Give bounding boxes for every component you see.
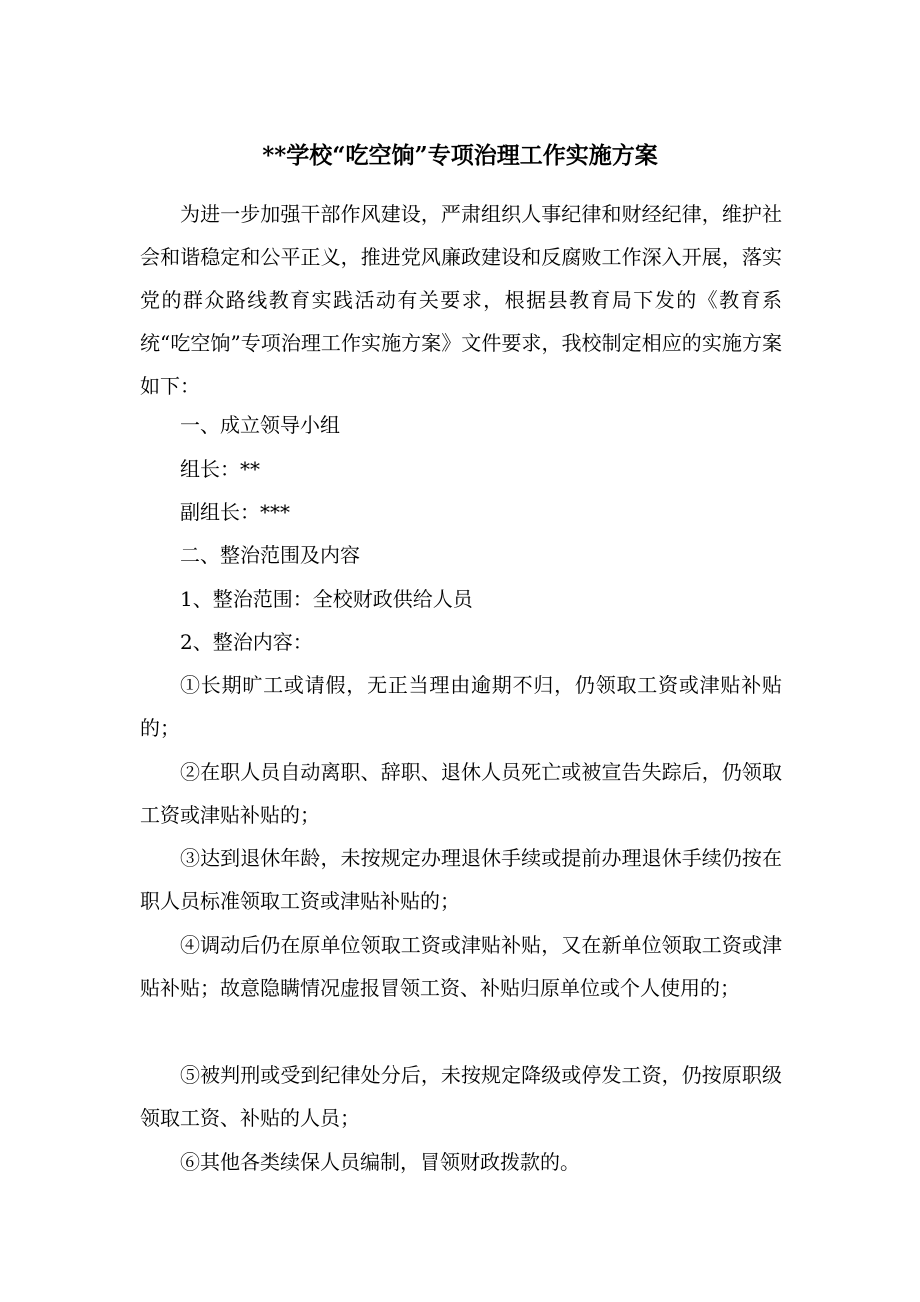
intro-paragraph: 为进一步加强干部作风建设，严肃组织人事纪律和财经纪律，维护社会和谐稳定和公平正义，推进党风廉政建设和反腐败工作深入开展，落实党的群众路线教育实践活动有关要求，根据县教育局下发的《教育系统“吃空饷”专项治理工作实施方案》文件要求，我校制定相应的实施方案如下： xyxy=(140,202,782,398)
document-title: **学校“吃空饷”专项治理工作实施方案 xyxy=(262,142,658,169)
leader-line: 组长：** xyxy=(180,457,260,481)
content-heading: 2、整治内容： xyxy=(180,630,313,654)
list-item: ③达到退休年龄，未按规定办理退休手续或提前办理退休手续仍按在职人员标准领取工资或津贴补贴的； xyxy=(140,846,782,913)
section-heading-leadership: 一、成立领导小组 xyxy=(180,413,340,437)
scope-line: 1、整治范围：全校财政供给人员 xyxy=(180,587,473,611)
list-item: ⑤被判刑或受到纪律处分后，未按规定降级或停发工资，仍按原职级领取工资、补贴的人员； xyxy=(140,1063,782,1130)
section-heading-scope: 二、整治范围及内容 xyxy=(180,543,360,567)
list-item: ⑥其他各类续保人员编制，冒领财政拨款的。 xyxy=(180,1150,580,1174)
list-item: ①长期旷工或请假，无正当理由逾期不归，仍领取工资或津贴补贴的； xyxy=(140,673,782,740)
list-item: ④调动后仍在原单位领取工资或津贴补贴，又在新单位领取工资或津贴补贴；故意隐瞒情况虚报冒领工资、补贴归原单位或个人使用的； xyxy=(140,933,782,1000)
list-item: ②在职人员自动离职、辞职、退休人员死亡或被宣告失踪后，仍领取工资或津贴补贴的； xyxy=(140,760,782,827)
deputy-leader-line: 副组长：*** xyxy=(180,500,290,524)
